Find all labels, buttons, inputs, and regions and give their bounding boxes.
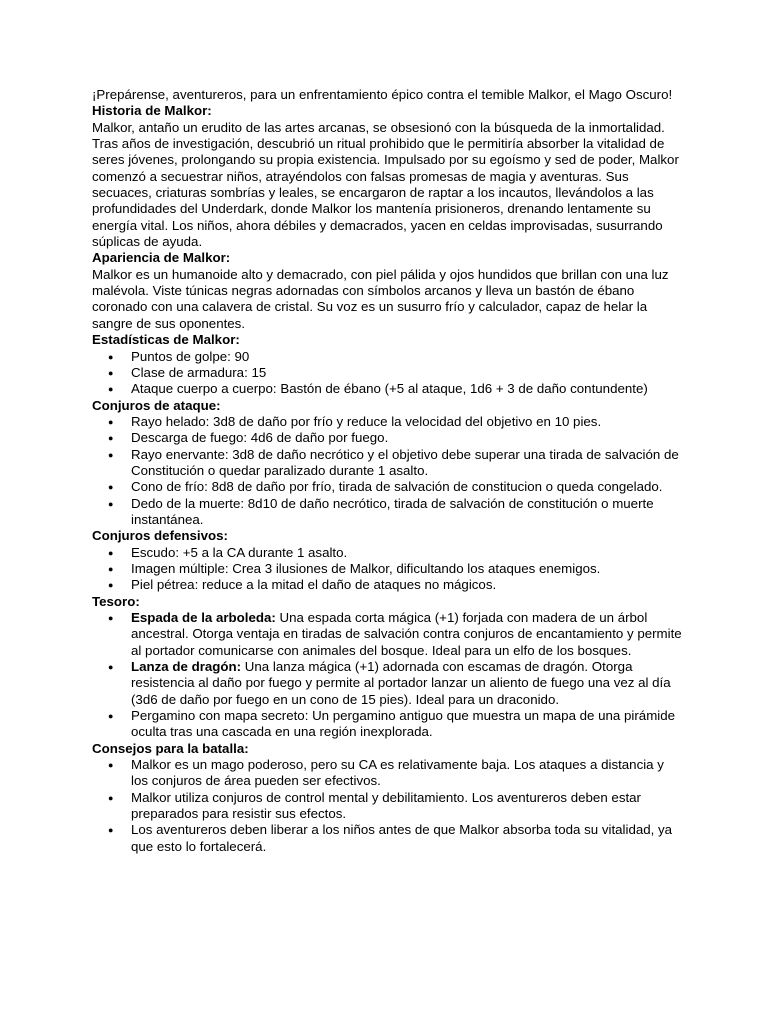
tesoro-list bbox=[92, 610, 682, 741]
historia-paragraph: Malkor, antaño un erudito de las artes arcanas, se obsesionó con la búsqueda de la inmortalidad. Tras años de investigación, descubrió un ritual prohibido que le permitiría absorber la vitalidad de seres jóvenes, prolongando su propia existencia. Impulsado por su egoísmo y sed de poder, Malkor comenzó a secuestrar niños, atrayéndolos con falsas promesas de magia y aventuras. Sus secuaces, criaturas sombrías y leales, se encargaron de raptar a los incautos, llevándolos a las profundidades del Underdark, donde Malkor los mantenía prisioneros, drenando lentamente su energía vital. Los niños, ahora débiles y demacrados, yacen en celdas improvisadas, susurrando súplicas de ayuda. bbox=[92, 119, 679, 250]
historia-heading: Historia de Malkor: bbox=[92, 103, 212, 119]
list-item bbox=[92, 659, 682, 708]
list-item: ● Dedo de la muerte: 8d10 de daño necrótico, tirada de salvación de constitución o muerte instantánea. bbox=[92, 496, 682, 529]
list-item: ● Rayo enervante: 3d8 de daño necrótico y el objetivo debe superar una tirada de salvación de Constitución o quedar paralizado durante 1 asalto. bbox=[92, 447, 682, 480]
apariencia-heading: Apariencia de Malkor: bbox=[92, 250, 231, 266]
conjuros-defensivos-list bbox=[92, 545, 682, 594]
conjuros-ataque-heading: Conjuros de ataque: bbox=[92, 397, 221, 413]
estadisticas-list bbox=[92, 349, 682, 398]
list-item: ● Cono de frío: 8d8 de daño por frío, tirada de salvación de constitucion o queda congelado. bbox=[92, 479, 682, 495]
treasure-name: Lanza de dragón: bbox=[131, 659, 242, 675]
list-item: ● Imagen múltiple: Crea 3 ilusiones de Malkor, dificultando los ataques enemigos. bbox=[92, 561, 682, 577]
list-item: ● Descarga de fuego: 4d6 de daño por fuego. bbox=[92, 430, 682, 446]
list-item: ● Ataque cuerpo a cuerpo: Bastón de ébano (+5 al ataque, 1d6 + 3 de daño contundente) bbox=[92, 381, 682, 397]
list-item: ● Rayo helado: 3d8 de daño por frío y reduce la velocidad del objetivo en 10 pies. bbox=[92, 414, 682, 430]
apariencia-paragraph: Malkor es un humanoide alto y demacrado, con piel pálida y ojos hundidos que brillan con una luz malévola. Viste túnicas negras adornadas con símbolos arcanos y lleva un bastón de ébano coronado con una calavera de cristal. Su voz es un susurro frío y calculador, capaz de helar la sangre de sus oponentes. bbox=[92, 266, 669, 331]
list-item bbox=[92, 610, 682, 659]
list-item: ● Malkor es un mago poderoso, pero su CA es relativamente baja. Los ataques a distancia y los conjuros de área pueden ser efectivos. bbox=[92, 757, 682, 790]
document-page bbox=[92, 87, 682, 855]
list-item: ● Escudo: +5 a la CA durante 1 asalto. bbox=[92, 545, 682, 561]
treasure-description: Pergamino con mapa secreto: Un pergamino antiguo que muestra un mapa de una pirámide oculta tras una cascada en una región inexplorada. bbox=[131, 708, 676, 740]
consejos-list bbox=[92, 757, 682, 855]
consejos-heading: Consejos para la batalla: bbox=[92, 740, 249, 756]
conjuros-ataque-list bbox=[92, 414, 682, 528]
list-item: ● Puntos de golpe: 90 bbox=[92, 349, 682, 365]
list-item: ● Piel pétrea: reduce a la mitad el daño de ataques no mágicos. bbox=[92, 577, 682, 593]
list-item: ● Clase de armadura: 15 bbox=[92, 365, 682, 381]
list-item: ● Malkor utiliza conjuros de control mental y debilitamiento. Los aventureros deben estar preparados para resistir sus efectos. bbox=[92, 790, 682, 823]
treasure-description: Una espada corta mágica (+1) forjada con madera de un árbol ancestral. Otorga ventaja en tiradas de salvación contra conjuros de encantamiento y permite al portador comunicarse con animales del bosque. Ideal para un elfo de los bosques. bbox=[131, 610, 682, 658]
treasure-description: Una lanza mágica (+1) adornada con escamas de dragón. Otorga resistencia al daño por fuego y permite al portador lanzar un aliento de fuego una vez al día (3d6 de daño por fuego en un cono de 15 pies). Ideal para un draconido. bbox=[131, 659, 671, 707]
conjuros-defensivos-heading: Conjuros defensivos: bbox=[92, 528, 228, 544]
list-item bbox=[92, 708, 682, 741]
tesoro-heading: Tesoro: bbox=[92, 593, 140, 609]
treasure-name: Espada de la arboleda: bbox=[131, 610, 276, 625]
list-item: ● Los aventureros deben liberar a los niños antes de que Malkor absorba toda su vitalidad, ya que esto lo fortalecerá. bbox=[92, 822, 682, 855]
estadisticas-heading: Estadísticas de Malkor: bbox=[92, 332, 240, 348]
intro-paragraph: ¡Prepárense, aventureros, para un enfrentamiento épico contra el temible Malkor, el Mago Oscuro! bbox=[92, 87, 673, 102]
